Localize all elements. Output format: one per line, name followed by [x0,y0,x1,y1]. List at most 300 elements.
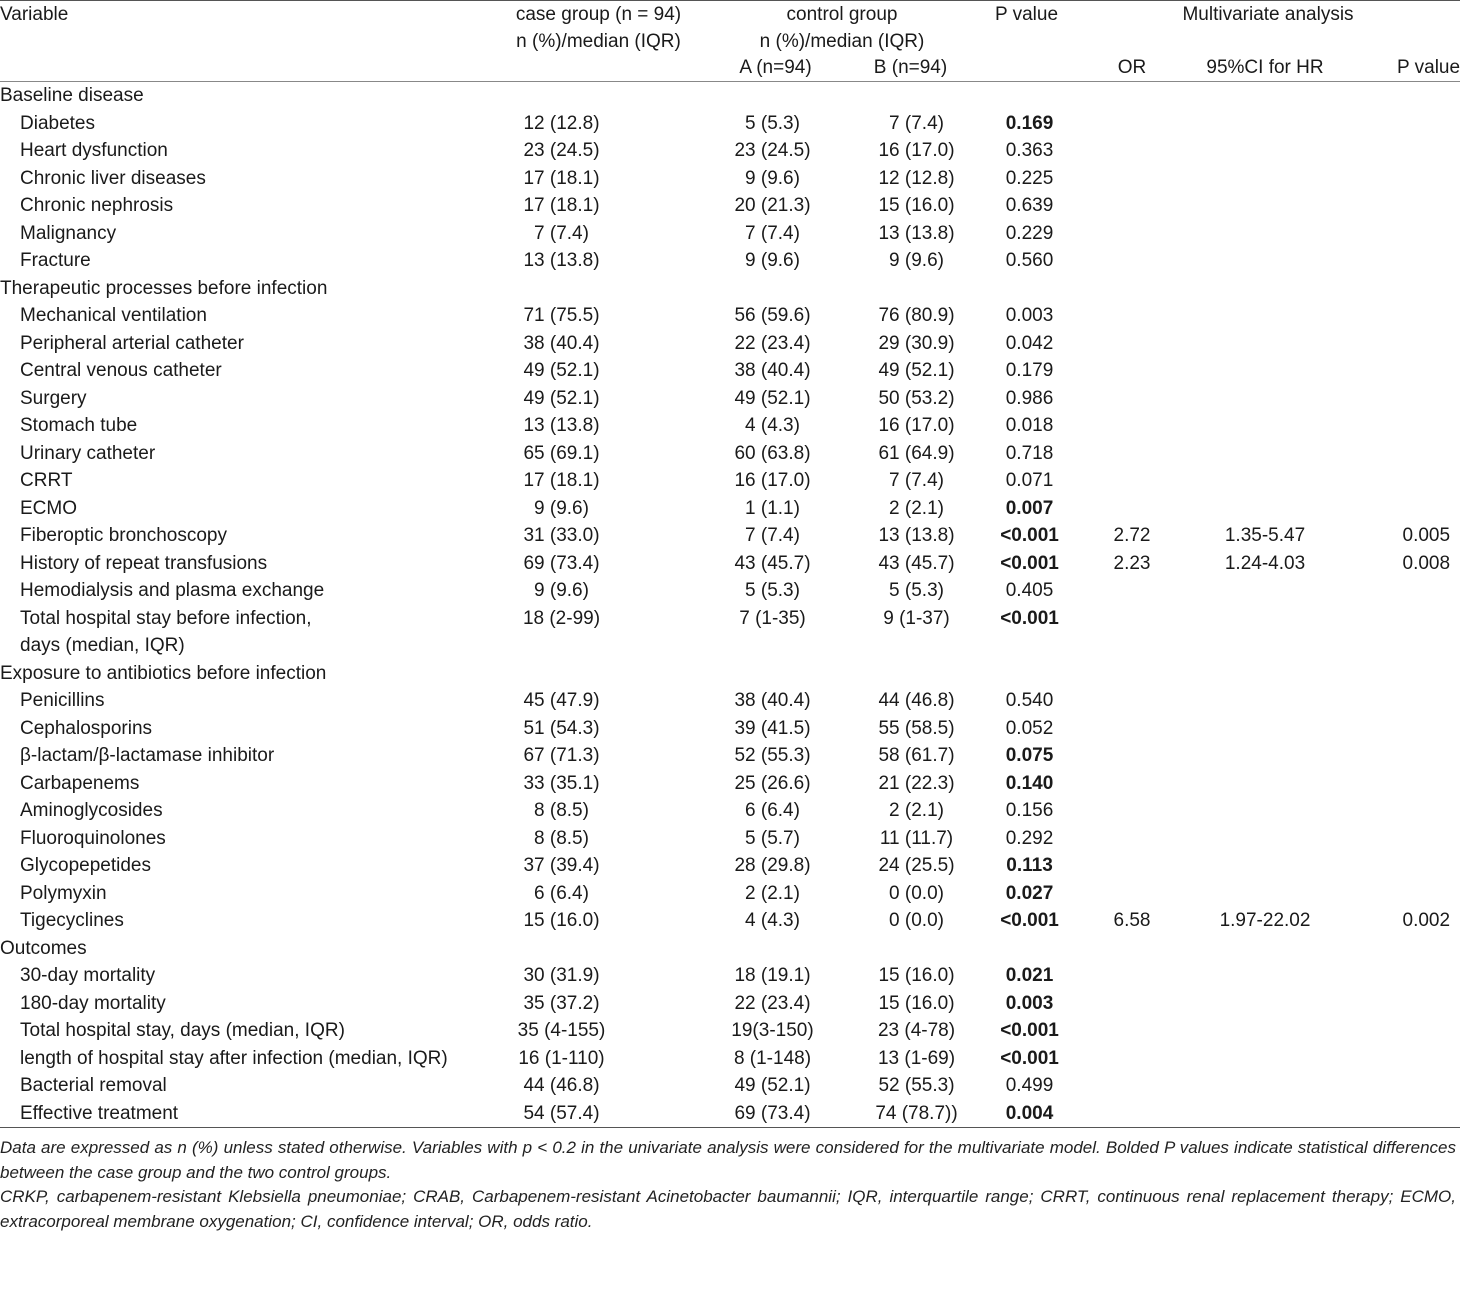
control-a-value: 20 (21.3) [734,195,811,216]
or-value [1076,1072,1188,1100]
table-row [0,220,1460,248]
control-b-value: 49 (52.1) [878,360,955,381]
ci-value [1188,165,1342,193]
ci-value [1188,742,1342,770]
variable-name [0,192,490,220]
control-b-header: B (n=94) [873,57,948,78]
control-b-value: 44 (46.8) [878,690,955,711]
ci-value [1188,495,1342,523]
case-value: 17 (18.1) [523,470,600,491]
variable-name [0,907,490,935]
case-value: 13 (13.8) [523,415,600,436]
control-a-header: A (n=94) [739,57,812,78]
control-b-value: 9 (1-37) [883,607,950,629]
case-value: 49 (52.1) [523,360,600,381]
case-value: 31 (33.0) [523,525,600,546]
case-value: 8 (8.5) [534,800,589,821]
ci-value [1188,990,1342,1018]
table-row [0,715,1460,743]
ci-value [1188,577,1342,605]
case-value: 54 (57.4) [523,1102,600,1124]
mv-p-value [1342,495,1460,523]
table-row [0,880,1460,908]
ci-value [1188,797,1342,825]
table-row [0,577,1460,605]
case-value: 8 (8.5) [534,827,589,849]
subheader-row [0,55,1460,82]
or-value [1076,220,1188,248]
section-header-row [0,660,1460,688]
ci-value: 1.97-22.02 [1219,910,1311,931]
variable-name [0,825,490,853]
table-row [0,742,1460,770]
p-value: 0.052 [1005,717,1054,739]
or-value [1076,687,1188,715]
mv-p-value [1342,1017,1460,1045]
mv-p-value: 0.008 [1402,552,1451,574]
empty-subheader [977,55,1076,82]
control-a-value: 8 (1-148) [733,1047,812,1069]
or-value [1076,797,1188,825]
variable-name-line: Tigecyclines [20,910,124,931]
case-value: 6 (6.4) [534,882,589,904]
case-value: 44 (46.8) [523,1075,600,1096]
variable-name-line: Bacterial removal [20,1075,167,1096]
mv-p-value [1342,577,1460,605]
ci-value [1188,715,1342,743]
case-value: 13 (13.8) [523,250,600,271]
empty-subheader [490,55,707,82]
variable-name-line: Aminoglycosides [20,800,163,821]
table-row [0,907,1460,935]
p-value: <0.001 [1000,525,1059,546]
mv-p-value [1342,1045,1460,1073]
control-b-value: 74 (78.7)) [875,1102,958,1124]
variable-name-line: Cephalosporins [20,717,153,739]
or-value [1076,330,1188,358]
variable-name [0,550,490,578]
p-value: 0.003 [1005,992,1054,1014]
ci-value [1188,330,1342,358]
table-row [0,412,1460,440]
control-a-value: 19(3-150) [731,1020,814,1041]
case-value: 35 (37.2) [523,992,600,1014]
or-value [1076,1045,1188,1073]
or-value [1076,495,1188,523]
mv-p-value [1342,192,1460,220]
table-row [0,165,1460,193]
case-group-header-line2: n (%)/median (IQR) [516,31,681,52]
table-row [0,1100,1460,1128]
variable-name-line: Peripheral arterial catheter [20,332,244,354]
control-b-value: 24 (25.5) [878,855,955,876]
control-a-value: 39 (41.5) [734,717,811,739]
variable-name-line: CRRT [20,470,73,491]
or-value [1076,990,1188,1018]
variable-name [0,962,490,990]
control-a-value: 38 (40.4) [734,690,811,711]
case-value: 12 (12.8) [523,112,600,134]
variable-name [0,770,490,798]
p-value: 0.292 [1005,827,1054,849]
mv-p-value [1342,385,1460,413]
mv-p-value [1342,1100,1460,1128]
ci-value [1188,852,1342,880]
or-value [1076,165,1188,193]
p-value: 0.225 [1005,167,1054,189]
ci-value [1188,1100,1342,1128]
control-a-value: 25 (26.6) [734,772,811,794]
or-value [1076,1017,1188,1045]
or-value [1076,577,1188,605]
mv-p-value-header: P value [1397,57,1460,78]
variable-name [0,852,490,880]
control-a-value: 38 (40.4) [734,360,811,381]
mv-p-value [1342,1072,1460,1100]
variable-name [0,137,490,165]
table-row [0,247,1460,275]
ci-value [1188,880,1342,908]
variable-name-line: ECMO [20,497,77,519]
section-header-row [0,275,1460,303]
control-a-value: 18 (19.1) [734,965,811,986]
variable-name [0,1100,490,1128]
variable-name [0,605,490,660]
table-row [0,137,1460,165]
case-value: 16 (1-110) [518,1047,605,1069]
ci-value [1188,192,1342,220]
variable-name [0,577,490,605]
or-header: OR [1117,57,1147,78]
empty-subheader [0,55,490,82]
table-row [0,605,1460,660]
footnote-abbreviations: CRKP, carbapenem-resistant Klebsiella pneumoniae; CRAB, Carbapenem-resistant Acinetobacter baumannii; IQR, interquartile range; CRRT, continuous renal replacement therapy; ECMO, extracorporeal membrane oxygenation; CI, confidence interval; OR, odds ratio. [0,1187,1456,1231]
variable-name-line: Malignancy [20,222,117,244]
variable-name [0,357,490,385]
control-b-value: 15 (16.0) [878,992,955,1014]
variable-name [0,715,490,743]
p-value: <0.001 [1000,607,1059,629]
variable-name [0,247,490,275]
variable-name [0,990,490,1018]
mv-p-value [1342,742,1460,770]
p-value: 0.986 [1005,387,1054,409]
control-a-value: 56 (59.6) [734,305,811,326]
p-value: 0.229 [1005,222,1054,244]
control-a-value: 4 (4.3) [745,415,800,436]
control-a-value: 7 (7.4) [745,222,800,244]
control-b-value: 52 (55.3) [878,1075,955,1096]
control-b-value: 50 (53.2) [878,387,955,409]
mv-p-value [1342,247,1460,275]
table-row [0,962,1460,990]
control-a-value: 5 (5.3) [745,580,800,601]
or-value [1076,385,1188,413]
p-value: 0.021 [1005,965,1054,986]
control-a-value: 49 (52.1) [734,387,811,409]
mv-p-value [1342,330,1460,358]
control-b-value: 13 (13.8) [878,222,955,244]
ci-value [1188,412,1342,440]
control-group-header [707,1,977,56]
ci-value [1188,687,1342,715]
table-row [0,797,1460,825]
variable-name [0,797,490,825]
ci-value [1188,385,1342,413]
p-value-header: P value [995,4,1059,25]
control-b-value: 23 (4-78) [877,1020,956,1041]
ci-value [1188,137,1342,165]
case-value: 65 (69.1) [523,442,600,464]
variable-name [0,302,490,330]
mv-p-value: 0.005 [1402,525,1451,546]
case-value: 30 (31.9) [523,965,600,986]
variable-name [0,330,490,358]
control-a-value: 23 (24.5) [734,140,811,161]
case-value: 51 (54.3) [523,717,600,739]
ci-value [1188,605,1342,660]
control-b-value: 16 (17.0) [878,140,955,161]
variable-name-line: Chronic liver diseases [20,167,206,189]
mv-p-value [1342,302,1460,330]
control-group-header-line1: control group [786,4,898,25]
control-a-value: 52 (55.3) [734,745,811,766]
or-value: 6.58 [1113,910,1151,931]
control-a-value: 49 (52.1) [734,1075,811,1096]
ci-value [1188,110,1342,138]
variable-name [0,467,490,495]
variable-name [0,440,490,468]
variable-name [0,1017,490,1045]
variable-name [0,165,490,193]
control-a-value: 7 (1-35) [739,607,806,629]
control-a-value: 7 (7.4) [745,525,800,546]
case-value: 23 (24.5) [523,140,600,161]
mv-p-value [1342,687,1460,715]
variable-name-line2: days (median, IQR) [20,635,185,656]
control-a-value: 2 (2.1) [745,882,800,904]
or-value [1076,137,1188,165]
control-b-value: 15 (16.0) [878,965,955,986]
case-value: 37 (39.4) [523,855,600,876]
mv-p-value: 0.002 [1402,910,1451,931]
p-value: 0.156 [1005,800,1054,821]
or-value [1076,962,1188,990]
mv-p-value [1342,797,1460,825]
variable-name [0,1045,490,1073]
variable-name-line: Fracture [20,250,91,271]
control-b-value: 2 (2.1) [889,497,944,519]
table-row [0,825,1460,853]
variable-name [0,1072,490,1100]
or-value [1076,302,1188,330]
control-a-value: 22 (23.4) [734,992,811,1014]
variable-name-line: Total hospital stay, days (median, IQR) [20,1020,345,1041]
table-row [0,495,1460,523]
case-group-header-line1: case group (n = 94) [515,4,682,25]
control-b-value: 0 (0.0) [889,910,944,931]
or-value [1076,110,1188,138]
section-title: Baseline disease [0,85,144,106]
mv-p-value [1342,962,1460,990]
ci-value [1188,770,1342,798]
case-value: 38 (40.4) [523,332,600,354]
control-b-value: 43 (45.7) [878,552,955,574]
case-value: 9 (9.6) [534,497,589,519]
multivariate-header: Multivariate analysis [1182,4,1354,25]
variable-name-line: Glycopepetides [20,855,151,876]
control-a-value: 5 (5.3) [745,112,800,134]
footnote-data-note: Data are expressed as n (%) unless stated otherwise. Variables with p < 0.2 in the univariate analysis were considered for the multivariate model. Bolded P values indicate statistical differences between the case group and the two control groups. [0,1138,1456,1182]
control-b-value: 58 (61.7) [878,745,955,766]
variable-name-line: Carbapenems [20,772,140,794]
mv-p-value [1342,220,1460,248]
section-title: Exposure to antibiotics before infection [0,662,327,684]
case-value: 67 (71.3) [523,745,600,766]
p-value: 0.003 [1005,305,1054,326]
variable-name [0,220,490,248]
control-b-value: 9 (9.6) [889,250,944,271]
or-value [1076,852,1188,880]
section-title: Therapeutic processes before infection [0,277,328,299]
control-b-value: 76 (80.9) [878,305,955,326]
variable-name-line: length of hospital stay after infection (median, IQR) [20,1047,448,1069]
p-value: <0.001 [1000,910,1059,931]
mv-p-value [1342,412,1460,440]
control-b-value: 15 (16.0) [878,195,955,216]
control-a-value: 16 (17.0) [734,470,811,491]
table-row [0,440,1460,468]
p-value: 0.639 [1005,195,1054,216]
or-value [1076,192,1188,220]
ci-value [1188,467,1342,495]
variable-name [0,687,490,715]
variable-name [0,742,490,770]
control-b-value: 7 (7.4) [889,470,944,491]
control-b-value: 11 (11.7) [879,827,954,849]
case-value: 45 (47.9) [523,690,600,711]
mv-p-value [1342,357,1460,385]
mv-p-value [1342,605,1460,660]
variable-name-line: Heart dysfunction [20,140,168,161]
case-value: 33 (35.1) [523,772,600,794]
variable-name-line: 180-day mortality [20,992,166,1014]
p-value: 0.560 [1005,250,1054,271]
or-value [1076,605,1188,660]
table-row [0,302,1460,330]
control-a-value: 28 (29.8) [734,855,811,876]
mv-p-value [1342,880,1460,908]
p-value: 0.018 [1005,415,1054,436]
ci-value [1188,302,1342,330]
variable-name [0,522,490,550]
variable-name-line: Polymyxin [20,882,107,904]
or-value [1076,357,1188,385]
p-value: 0.179 [1005,360,1054,381]
section-header-row [0,935,1460,963]
control-b-value: 61 (64.9) [878,442,955,464]
control-a-value: 69 (73.4) [734,1102,811,1124]
ci-value [1188,962,1342,990]
p-value: 0.405 [1005,580,1054,601]
table-row [0,990,1460,1018]
case-value: 15 (16.0) [523,910,600,931]
mv-p-value [1342,990,1460,1018]
control-a-value: 1 (1.1) [745,497,800,519]
or-value [1076,825,1188,853]
case-value: 18 (2-99) [522,607,601,629]
variable-name-line: 30-day mortality [20,965,156,986]
variable-name-line: Urinary catheter [20,442,156,464]
control-b-value: 7 (7.4) [889,112,944,134]
variable-name [0,412,490,440]
mv-p-value [1342,852,1460,880]
variable-name-line: Hemodialysis and plasma exchange [20,580,325,601]
mv-p-value [1342,165,1460,193]
mv-p-value [1342,110,1460,138]
variable-name-line: Surgery [20,387,87,409]
ci-value [1188,247,1342,275]
control-a-value: 4 (4.3) [745,910,800,931]
ci-value [1188,1045,1342,1073]
variable-name-line: Chronic nephrosis [20,195,174,216]
table-body [0,82,1460,1128]
variable-name-line: Stomach tube [20,415,138,436]
ci-value [1188,825,1342,853]
ci-value: 1.35-5.47 [1224,525,1306,546]
case-value: 9 (9.6) [534,580,589,601]
section-title: Outcomes [0,937,87,959]
control-b-value: 0 (0.0) [889,882,944,904]
p-value: 0.071 [1005,470,1054,491]
control-b-value: 16 (17.0) [878,415,955,436]
mv-p-value [1342,467,1460,495]
ci-header: 95%CI for HR [1206,57,1324,78]
or-value [1076,412,1188,440]
section-header-row [0,82,1460,110]
p-value: 0.004 [1005,1102,1054,1124]
mv-p-value [1342,715,1460,743]
variable-name-line: Penicillins [20,690,105,711]
or-value [1076,440,1188,468]
case-value: 35 (4-155) [517,1020,606,1041]
control-a-value: 6 (6.4) [745,800,800,821]
variable-name-line: Effective treatment [20,1102,179,1124]
variable-name-line: Diabetes [20,112,95,134]
table-row [0,1045,1460,1073]
table-row [0,550,1460,578]
variable-name [0,880,490,908]
p-value: 0.140 [1005,772,1054,794]
p-value: 0.169 [1005,112,1054,134]
control-b-value: 55 (58.5) [878,717,955,739]
ci-value [1188,440,1342,468]
mv-p-value [1342,825,1460,853]
table-row [0,192,1460,220]
case-value: 17 (18.1) [523,195,600,216]
variable-name-line: Mechanical ventilation [20,305,207,326]
case-value: 49 (52.1) [523,387,600,409]
control-a-value: 5 (5.7) [745,827,800,849]
control-a-value: 9 (9.6) [745,250,800,271]
or-value [1076,1100,1188,1128]
p-value: 0.027 [1005,882,1054,904]
table-row [0,687,1460,715]
p-value: <0.001 [1000,1047,1059,1069]
or-value [1076,770,1188,798]
control-a-value: 22 (23.4) [734,332,811,354]
mv-p-value [1342,770,1460,798]
